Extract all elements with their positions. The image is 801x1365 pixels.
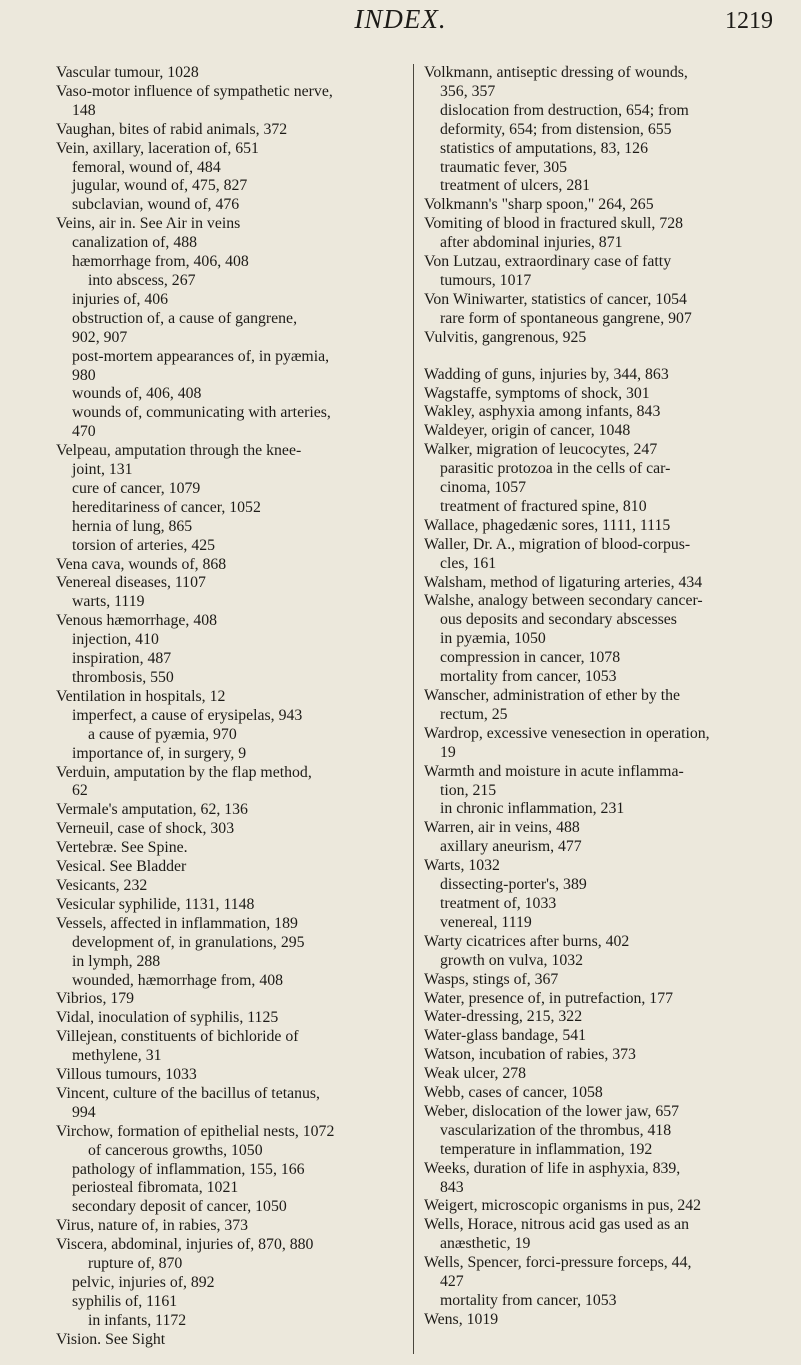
index-entry: 902, 907 xyxy=(72,328,128,346)
index-entry: cinoma, 1057 xyxy=(440,479,526,497)
index-entry: post-mortem appearances of, in pyæmia, xyxy=(72,347,330,365)
index-entry: treatment of ulcers, 281 xyxy=(440,177,591,195)
index-entry: Venous hæmorrhage, 408 xyxy=(56,612,218,630)
running-title: INDEX. xyxy=(354,4,447,34)
index-entry: Wallace, phagedænic sores, 1111, 1115 xyxy=(424,516,671,534)
index-entry: Verneuil, case of shock, 303 xyxy=(56,820,235,838)
index-entry: Wells, Horace, nitrous acid gas used as an xyxy=(424,1216,689,1234)
index-entry: importance of, in surgery, 9 xyxy=(72,744,247,762)
index-entry: Webb, cases of cancer, 1058 xyxy=(424,1084,603,1102)
index-entry: Vulvitis, gangrenous, 925 xyxy=(424,328,587,346)
index-entry: vascularization of the thrombus, 418 xyxy=(440,1121,672,1139)
index-entry: 980 xyxy=(72,366,96,384)
index-entry: Vesicular syphilide, 1131, 1148 xyxy=(56,895,255,913)
index-entry: 19 xyxy=(440,743,456,761)
index-entry: Vaughan, bites of rabid animals, 372 xyxy=(56,120,288,138)
index-entry: parasitic protozoa in the cells of car- xyxy=(440,460,671,478)
index-column-right xyxy=(424,64,774,1330)
index-entry: ous deposits and secondary abscesses xyxy=(440,611,677,629)
index-entry: Velpeau, amputation through the knee- xyxy=(56,442,302,460)
index-entry: after abdominal injuries, 871 xyxy=(440,234,623,252)
index-entry: subclavian, wound of, 476 xyxy=(72,196,240,214)
index-entry: Wasps, stings of, 367 xyxy=(424,970,559,988)
index-entry: Vidal, inoculation of syphilis, 1125 xyxy=(56,1009,279,1027)
index-entry: Vesical. See Bladder xyxy=(56,858,187,876)
index-entry: tumours, 1017 xyxy=(440,271,532,289)
index-entry: Water-dressing, 215, 322 xyxy=(424,1008,583,1026)
index-entry: injuries of, 406 xyxy=(72,290,169,308)
index-entry: cles, 161 xyxy=(440,554,497,572)
index-column-left xyxy=(56,64,396,1350)
index-entry: Wens, 1019 xyxy=(424,1310,499,1328)
index-entry: hereditariness of cancer, 1052 xyxy=(72,498,261,516)
index-entry: Virchow, formation of epithelial nests, 1072 xyxy=(56,1122,335,1140)
index-entry: rectum, 25 xyxy=(440,705,508,723)
index-entry: Ventilation in hospitals, 12 xyxy=(56,687,226,705)
index-entry: of cancerous growths, 1050 xyxy=(88,1141,263,1159)
index-entry: Weber, dislocation of the lower jaw, 657 xyxy=(424,1102,680,1120)
index-entry: Weeks, duration of life in asphyxia, 839, xyxy=(424,1159,681,1177)
index-entry: wounds of, communicating with arteries, xyxy=(72,404,331,422)
index-entry: Vaso-motor influence of sympathetic nerve, xyxy=(56,82,333,100)
index-entry: rare form of spontaneous gangrene, 907 xyxy=(440,309,692,327)
index-entry: Von Lutzau, extraordinary case of fatty xyxy=(424,253,672,271)
index-entry: Walshe, analogy between secondary cancer- xyxy=(424,592,703,610)
index-entry: mortality from cancer, 1053 xyxy=(440,1292,617,1309)
index-entry: inspiration, 487 xyxy=(72,650,172,668)
index-entry: mortality from cancer, 1053 xyxy=(440,668,617,686)
index-entry: dislocation from destruction, 654; from xyxy=(440,101,689,119)
index-entry: Water-glass bandage, 541 xyxy=(424,1027,587,1045)
index-entry: 356, 357 xyxy=(440,82,496,100)
index-entry: torsion of arteries, 425 xyxy=(72,536,216,554)
index-entry: in lymph, 288 xyxy=(72,952,161,970)
page-header xyxy=(0,0,801,60)
index-entry: 994 xyxy=(72,1103,96,1121)
index-entry: Warmth and moisture in acute inflamma- xyxy=(424,762,684,780)
index-entry: traumatic fever, 305 xyxy=(440,158,567,176)
index-entry: Virus, nature of, in rabies, 373 xyxy=(56,1217,249,1235)
index-entry: in chronic inflammation, 231 xyxy=(440,800,625,818)
index-entry: Vascular tumour, 1028 xyxy=(56,64,199,81)
index-entry: in infants, 1172 xyxy=(88,1311,187,1329)
index-entry: 470 xyxy=(72,423,96,441)
index-entry: Volkmann, antiseptic dressing of wounds, xyxy=(424,64,688,81)
index-entry: cure of cancer, 1079 xyxy=(72,479,201,497)
index-entry: axillary aneurism, 477 xyxy=(440,838,582,856)
index-entry: Wanscher, administration of ether by the xyxy=(424,687,681,704)
index-entry: Vein, axillary, laceration of, 651 xyxy=(56,139,259,157)
index-entry: venereal, 1119 xyxy=(440,913,532,931)
index-entry: Villejean, constituents of bichloride of xyxy=(56,1028,299,1046)
index-entry: growth on vulva, 1032 xyxy=(440,951,584,969)
index-entry: rupture of, 870 xyxy=(88,1255,183,1273)
index-entry: obstruction of, a cause of gangrene, xyxy=(72,309,298,327)
index-entry: hernia of lung, 865 xyxy=(72,517,193,535)
index-entry: 843 xyxy=(440,1178,464,1196)
index-entry: Venereal diseases, 1107 xyxy=(56,574,206,592)
index-entry: Volkmann's "sharp spoon," 264, 265 xyxy=(424,196,654,214)
index-entry: Weak ulcer, 278 xyxy=(424,1065,527,1083)
index-entry: Vibrios, 179 xyxy=(56,990,135,1008)
index-entry: injection, 410 xyxy=(72,631,159,649)
index-entry: thrombosis, 550 xyxy=(72,669,174,686)
index-entry: Verduin, amputation by the flap method, xyxy=(56,763,312,781)
index-entry: 148 xyxy=(72,101,96,119)
index-entry: Vincent, culture of the bacillus of tetanus, xyxy=(56,1084,321,1102)
column-divider xyxy=(413,64,414,1354)
index-entry: Veins, air in. See Air in veins xyxy=(56,215,241,233)
index-entry: wounded, hæmorrhage from, 408 xyxy=(72,971,284,989)
index-entry: Vomiting of blood in fractured skull, 728 xyxy=(424,215,684,233)
index-entry: methylene, 31 xyxy=(72,1047,162,1065)
index-entry: secondary deposit of cancer, 1050 xyxy=(72,1198,287,1216)
index-entry: into abscess, 267 xyxy=(88,271,196,289)
index-entry: Vermale's amputation, 62, 136 xyxy=(56,801,248,819)
index-entry: pelvic, injuries of, 892 xyxy=(72,1274,215,1291)
index-entry: Villous tumours, 1033 xyxy=(56,1066,197,1084)
index-entry: compression in cancer, 1078 xyxy=(440,649,621,667)
index-entry: Walker, migration of leucocytes, 247 xyxy=(424,441,658,459)
index-entry: jugular, wound of, 475, 827 xyxy=(72,177,248,195)
index-entry: Wagstaffe, symptoms of shock, 301 xyxy=(424,384,650,402)
index-entry: pathology of inflammation, 155, 166 xyxy=(72,1160,305,1178)
index-entry: imperfect, a cause of erysipelas, 943 xyxy=(72,706,303,724)
index-entry: Wells, Spencer, forci-pressure forceps, 44, xyxy=(424,1254,692,1272)
index-entry: deformity, 654; from distension, 655 xyxy=(440,120,672,138)
index-entry: treatment of fractured spine, 810 xyxy=(440,497,647,515)
index-entry: temperature in inflammation, 192 xyxy=(440,1140,653,1158)
index-entry: joint, 131 xyxy=(72,461,133,479)
index-entry: Vesicants, 232 xyxy=(56,876,148,894)
index-entry: wounds of, 406, 408 xyxy=(72,385,202,403)
index-entry: Vertebræ. See Spine. xyxy=(56,839,188,857)
index-entry: Wakley, asphyxia among infants, 843 xyxy=(424,403,661,421)
index-entry: Walsham, method of ligaturing arteries, 434 xyxy=(424,573,703,591)
index-entry: canalization of, 488 xyxy=(72,234,198,252)
index-entry: dissecting-porter's, 389 xyxy=(440,876,587,894)
index-entry: Weigert, microscopic organisms in pus, 242 xyxy=(424,1197,702,1215)
index-entry: treatment of, 1033 xyxy=(440,894,557,912)
index-entry: development of, in granulations, 295 xyxy=(72,933,305,951)
index-entry: Warren, air in veins, 488 xyxy=(424,819,580,837)
index-entry: periosteal fibromata, 1021 xyxy=(72,1179,239,1197)
index-entry: statistics of amputations, 83, 126 xyxy=(440,139,648,157)
index-entry: Viscera, abdominal, injuries of, 870, 880 xyxy=(56,1236,314,1254)
index-entry: Waller, Dr. A., migration of blood-corpus- xyxy=(424,535,691,553)
index-entry: warts, 1119 xyxy=(72,593,145,611)
index-entry: Warts, 1032 xyxy=(424,857,500,875)
index-entry: Waldeyer, origin of cancer, 1048 xyxy=(424,422,631,440)
index-entry: Wadding of guns, injuries by, 344, 863 xyxy=(424,365,669,383)
index-entry: tion, 215 xyxy=(440,781,497,799)
index-entry: 62 xyxy=(72,782,88,800)
index-entry: hæmorrhage from, 406, 408 xyxy=(72,253,249,271)
index-entry: Vision. See Sight xyxy=(56,1330,166,1348)
index-entry: 427 xyxy=(440,1273,464,1291)
index-entry: Watson, incubation of rabies, 373 xyxy=(424,1046,636,1064)
index-entry: Wardrop, excessive venesection in operation, xyxy=(424,724,710,742)
index-entry: a cause of pyæmia, 970 xyxy=(88,725,237,743)
section-gap xyxy=(424,348,774,366)
page-number: 1219 xyxy=(725,8,773,34)
index-entry: Vena cava, wounds of, 868 xyxy=(56,555,227,573)
index-entry: Warty cicatrices after burns, 402 xyxy=(424,932,630,950)
index-entry: Von Winiwarter, statistics of cancer, 1054 xyxy=(424,290,687,308)
index-entry: anæsthetic, 19 xyxy=(440,1235,531,1253)
index-entry: Vessels, affected in inflammation, 189 xyxy=(56,914,298,932)
index-entry: Water, presence of, in putrefaction, 177 xyxy=(424,989,673,1007)
index-entry: syphilis of, 1161 xyxy=(72,1292,178,1310)
index-entry: in pyæmia, 1050 xyxy=(440,630,546,648)
index-entry: femoral, wound of, 484 xyxy=(72,158,221,176)
